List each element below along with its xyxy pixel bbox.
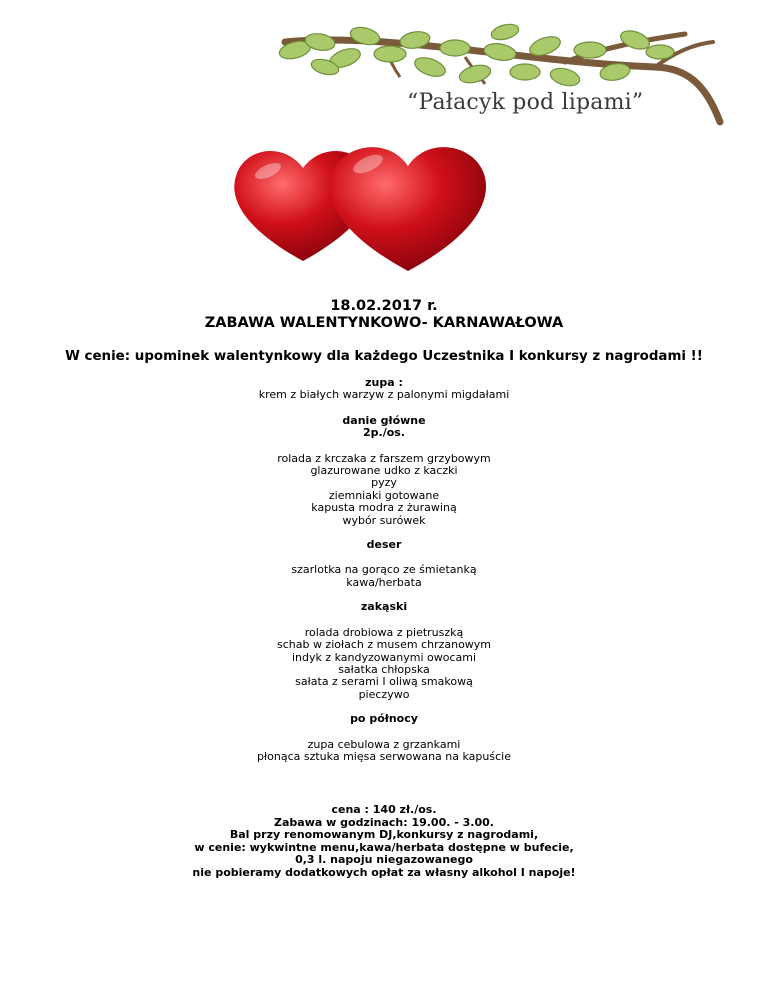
hours-line: Zabawa w godzinach: 19.00. - 3.00. — [274, 815, 494, 829]
menu-heading-zupa: zupa : — [365, 376, 403, 389]
menu-item: zupa cebulowa z grzankami — [307, 737, 461, 751]
menu-item: rolada drobiowa z pietruszką — [304, 625, 464, 639]
menu-heading-danie: danie główne — [342, 413, 426, 427]
venue-logo — [265, 22, 725, 132]
heart-right — [330, 147, 486, 271]
menu — [0, 377, 768, 763]
menu-heading-deser: deser — [366, 538, 402, 552]
menu-item: sałatka chłopska — [338, 662, 430, 676]
details-line: 0,3 l. napoju niegazowanego — [295, 853, 473, 866]
menu-item: szarlotka na gorąco ze śmietanką — [291, 563, 477, 577]
menu-item: schab w ziołach z musem chrzanowym — [276, 638, 492, 652]
event-title: ZABAWA WALENTYNKOWO- KARNAWAŁOWA — [204, 315, 564, 331]
details-line: w cenie: wykwintne menu,kawa/herbata dostępne w bufecie, — [194, 840, 574, 854]
menu-item: pieczywo — [358, 687, 410, 701]
menu-item: płonąca sztuka mięsa serwowana na kapuście — [257, 749, 511, 763]
price-line: cena : 140 zł./os. — [331, 803, 437, 816]
menu-heading-polnocy: po północy — [350, 712, 418, 726]
venue-name: “Pałacyk pod lipami” — [407, 90, 644, 115]
menu-item: ziemniaki gotowane — [328, 488, 440, 502]
details-line: Bal przy renomowanym DJ,konkursy z nagrodami, — [229, 828, 539, 841]
details-line: nie pobieramy dodatkowych opłat za własny alkohol I napoje! — [192, 865, 576, 879]
menu-item: sałata z serami I oliwą smakową — [295, 675, 473, 689]
menu-item: kawa/herbata — [346, 575, 422, 589]
menu-item: indyk z kandyzowanymi owocami — [291, 650, 477, 664]
event-details — [0, 804, 768, 879]
event-date: 18.02.2017 r. — [330, 298, 438, 314]
menu-item: wybór surówek — [342, 513, 426, 527]
menu-item: krem z białych warzyw z palonymi migdałami — [258, 388, 510, 402]
menu-item: kapusta modra z żurawiną — [311, 501, 457, 515]
event-subtitle: W cenie: upominek walentynkowy dla każdego Uczestnika I konkursy z nagrodami !! — [65, 349, 703, 364]
menu-heading-zakaski: zakąski — [360, 600, 408, 614]
hearts-illustration — [228, 136, 528, 276]
menu-subheading-danie: 2p./os. — [362, 426, 405, 440]
menu-item: glazurowane udko z kaczki — [310, 464, 458, 478]
menu-item: pyzy — [371, 476, 397, 490]
menu-item: rolada z krczaka z farszem grzybowym — [277, 451, 491, 465]
tree-branch-illustration — [265, 22, 725, 132]
